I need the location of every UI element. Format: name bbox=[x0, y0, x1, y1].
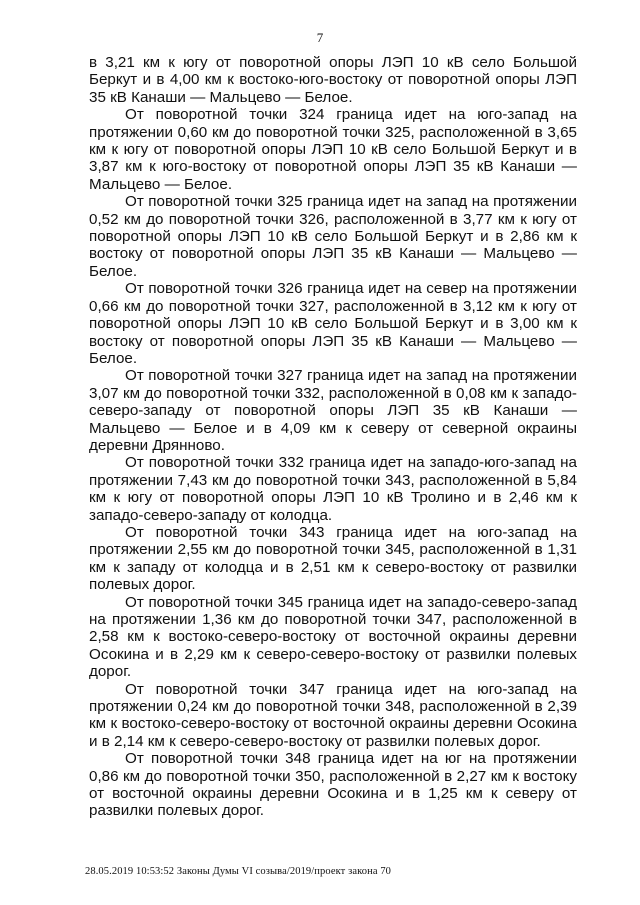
page-number: 7 bbox=[316, 30, 324, 45]
paragraph: От поворотной точки 326 граница идет на север на протяжении 0,66 км до поворотной точки 327, расположенной в 3,12 км к югу от поворотной опоры ЛЭП 10 кВ село Большой Беркут и в 3,00 км к востоку от поворотной опоры ЛЭП 35 кВ Канаши — Мальцево — Белое. bbox=[89, 280, 577, 367]
paragraph: в 3,21 км к югу от поворотной опоры ЛЭП 10 кВ село Большой Беркут и в 4,00 км к востоко-юго-востоку от поворотной опоры ЛЭП 35 кВ Канаши — Мальцево — Белое. bbox=[89, 54, 577, 106]
paragraph: От поворотной точки 324 граница идет на юго-запад на протяжении 0,60 км до поворотной точки 325, расположенной в 3,65 км к югу от поворотной опоры ЛЭП 10 кВ село Большой Беркут и в 3,87 км к юго-востоку от поворотной опоры ЛЭП 35 кВ Канаши — Мальцево — Белое. bbox=[89, 106, 577, 193]
document-footer: 28.05.2019 10:53:52 Законы Думы VI созыва/2019/проект закона 70 bbox=[85, 866, 392, 877]
paragraph: От поворотной точки 343 граница идет на юго-запад на протяжении 2,55 км до поворотной точки 345, расположенной в 1,31 км к западу от колодца и в 2,51 км к северо-востоку от развилки полевых дорог. bbox=[89, 523, 577, 594]
paragraph: От поворотной точки 332 граница идет на западо-юго-запад на протяжении 7,43 км до поворотной точки 343, расположенной в 5,84 км к югу от поворотной опоры ЛЭП 10 кВ Тролино и в 2,46 км к западо-северо-западу от колодца. bbox=[89, 454, 577, 524]
paragraph: От поворотной точки 347 граница идет на юго-запад на протяжении 0,24 км до поворотной точки 348, расположенной в 2,39 км к востоко-северо-востоку от восточной окраины деревни Осокина и в 2,14 км к северо-северо-востоку от развилки полевых дорог. bbox=[89, 680, 577, 750]
paragraph: От поворотной точки 327 граница идет на запад на протяжении 3,07 км до поворотной точки 332, расположенной в 0,08 км к западо-северо-западу от поворотной опоры ЛЭП 35 кВ Канаши — Мальцево — Белое и в 4,09 км к северу от северной окраины деревни Дрянново. bbox=[89, 367, 577, 454]
paragraph: От поворотной точки 325 граница идет на запад на протяжении 0,52 км до поворотной точки 326, расположенной в 3,77 км к югу от поворотной опоры ЛЭП 10 кВ село Большой Беркут и в 2,86 км к востоку от поворотной опоры ЛЭП 35 кВ Канаши — Мальцево — Белое. bbox=[89, 193, 577, 280]
document-body bbox=[89, 54, 577, 820]
paragraph: От поворотной точки 348 граница идет на юг на протяжении 0,86 км до поворотной точки 350, расположенной в 2,27 км к востоку от восточной окраины деревни Осокина и в 1,25 км к северу от развилки полевых дорог. bbox=[89, 750, 577, 820]
paragraph: От поворотной точки 345 граница идет на западо-северо-запад на протяжении 1,36 км до поворотной точки 347, расположенной в 2,58 км к востоко-северо-востоку от восточной окраины деревни Осокина и в 2,29 км к северо-северо-востоку от развилки полевых дорог. bbox=[89, 593, 577, 681]
